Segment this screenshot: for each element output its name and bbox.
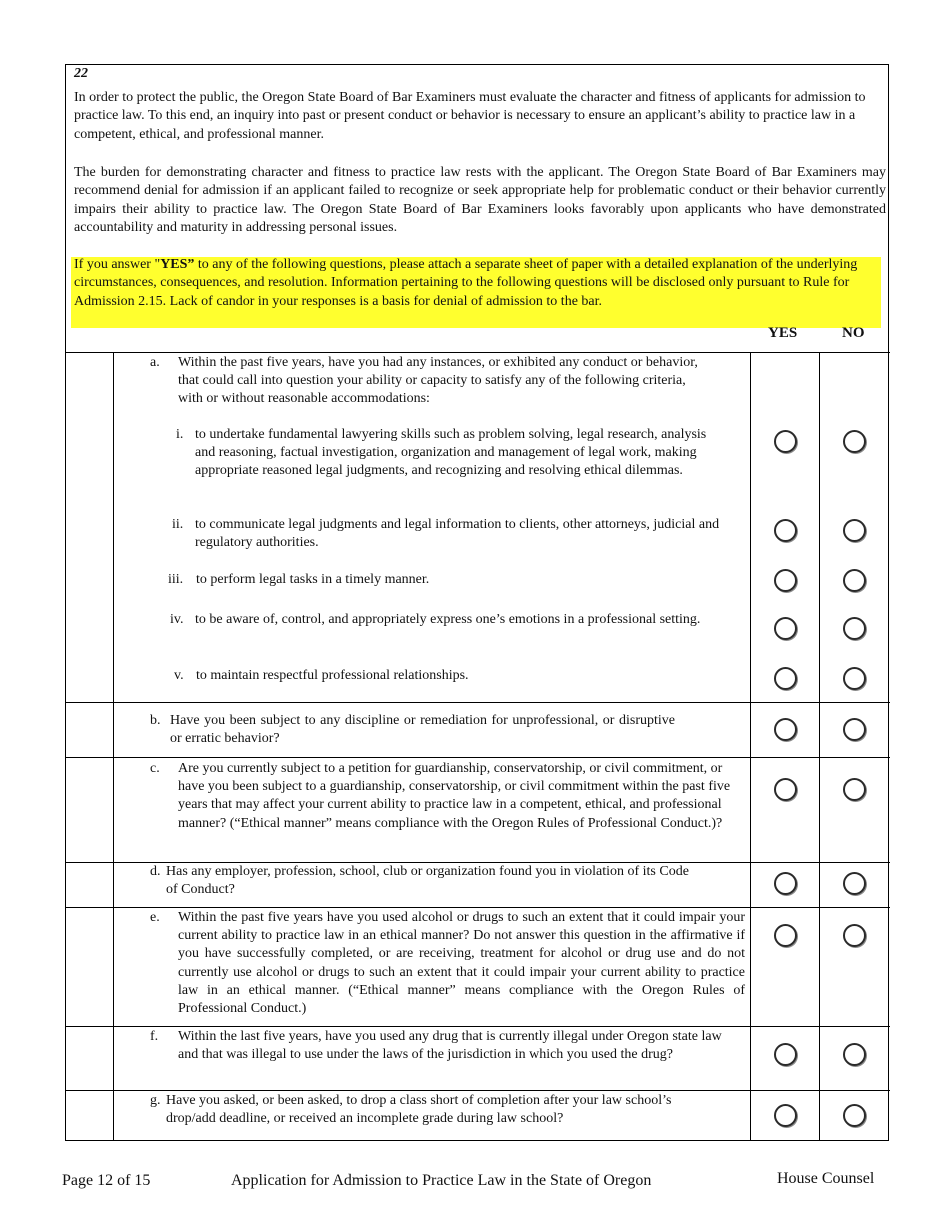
- question-g-label: g.: [150, 1093, 161, 1108]
- notice-after: to any of the following questions, please attach a separate sheet of paper with a detailed explanation of the underlying circumstances, consequences, and resolution. Information pertaining to the following questions will be disclosed only pursuant to Rule for Admission 2.15. Lack of candor in your responses is a basis for denial of admission to the bar.: [74, 257, 858, 309]
- question-e-text: Within the past five years have you used alcohol or drugs to such an extent that it could impair your current ability to practice law in an ethical manner? Do not answer this question in the affirmative if you have successfully completed, or are receiving, treatment for alcohol or drug use and do not currently use alcohol or drugs to such an extent that it could impair your current ability to practice law in an ethical manner. (“Ethical manner” means compliance with the Oregon Rules of Professional Conduct.): [178, 910, 745, 1017]
- question-d-text: Has any employer, profession, school, club or organization found you in violation of its Code of Conduct?: [166, 864, 689, 898]
- question-g: [150, 1092, 695, 1128]
- no-radio-e[interactable]: [843, 924, 866, 947]
- no-radio-a-i[interactable]: [843, 430, 866, 453]
- criteria-item-text: to undertake fundamental lawyering skills such as problem solving, legal research, analysis and reasoning, factual investigation, organization and management of legal work, making appropriate reasoned legal judgments, and recognizing and resolving ethical dilemmas.: [195, 427, 707, 479]
- footer-category: House Counsel: [777, 1170, 875, 1187]
- notice-paragraph: [74, 256, 874, 311]
- question-c-label: c.: [150, 761, 160, 776]
- question-c: [150, 760, 740, 833]
- no-radio-a-iv[interactable]: [843, 617, 866, 640]
- row-divider: [65, 757, 890, 758]
- question-c-text: Are you currently subject to a petition for guardianship, conservatorship, or civil commitment, or have you been subject to a guardianship, conservatorship, or civil commitment within the past five years that may affect your current ability to practice law in a competent, ethical, and professional manner? (“Ethical manner” means compliance with the Oregon Rules of Professional Conduct.)?: [178, 761, 731, 831]
- no-radio-c[interactable]: [843, 778, 866, 801]
- notice-before: If you answer ": [74, 257, 161, 272]
- criteria-item-text: to be aware of, control, and appropriately express one’s emotions in a professional setting.: [195, 612, 701, 627]
- yes-radio-a-iii[interactable]: [774, 569, 797, 592]
- question-f: [150, 1028, 735, 1064]
- criteria-item-label: iii.: [168, 572, 184, 587]
- criteria-item-text: to maintain respectful professional relationships.: [196, 668, 469, 683]
- criteria-item-ii: [172, 516, 721, 552]
- question-d: [150, 863, 690, 899]
- question-a-text: Within the past five years, have you had any instances, or exhibited any conduct or behavior, that could call into question your ability or capacity to satisfy any of the following criteria, with or without reasonable accommodations:: [178, 355, 698, 407]
- yes-column-header: YES: [768, 325, 798, 341]
- criteria-item-label: i.: [176, 427, 184, 442]
- row-divider: [65, 1026, 890, 1027]
- question-g-text: Have you asked, or been asked, to drop a class short of completion after your law school’s drop/add deadline, or received an incomplete grade during law school?: [166, 1093, 672, 1127]
- no-radio-d[interactable]: [843, 872, 866, 895]
- no-radio-a-ii[interactable]: [843, 519, 866, 542]
- column-divider: [819, 352, 820, 1141]
- criteria-item-text: to communicate legal judgments and legal information to clients, other attorneys, judicial and regulatory authorities.: [195, 517, 720, 551]
- question-f-text: Within the last five years, have you used any drug that is currently illegal under Oregon state law and that was illegal to use under the laws of the jurisdiction in which you used the drug?: [178, 1029, 722, 1063]
- yes-radio-b[interactable]: [774, 718, 797, 741]
- question-e: [150, 909, 745, 1018]
- criteria-item-label: iv.: [170, 612, 184, 627]
- question-b-label: b.: [150, 713, 161, 728]
- yes-radio-f[interactable]: [774, 1043, 797, 1066]
- criteria-item-text: to perform legal tasks in a timely manner.: [196, 572, 430, 587]
- yes-radio-e[interactable]: [774, 924, 797, 947]
- question-f-label: f.: [150, 1029, 159, 1044]
- yes-radio-a-v[interactable]: [774, 667, 797, 690]
- criteria-item-label: v.: [174, 668, 184, 683]
- question-b: [150, 712, 675, 748]
- yes-radio-d[interactable]: [774, 872, 797, 895]
- question-d-label: d.: [150, 864, 161, 879]
- yes-radio-c[interactable]: [774, 778, 797, 801]
- footer-title: Application for Admission to Practice Law in the State of Oregon: [231, 1172, 652, 1189]
- column-divider: [113, 352, 114, 1141]
- question-e-label: e.: [150, 910, 160, 925]
- question-b-text: Have you been subject to any discipline or remediation for unprofessional, or disruptive or erratic behavior?: [170, 713, 675, 747]
- no-radio-g[interactable]: [843, 1104, 866, 1127]
- notice-yes: YES”: [160, 257, 195, 272]
- no-radio-f[interactable]: [843, 1043, 866, 1066]
- row-divider: [65, 907, 890, 908]
- criteria-item-v: [174, 667, 721, 685]
- intro-paragraph-2: The burden for demonstrating character and fitness to practice law rests with the applicant. The Oregon State Board of Bar Examiners may recommend denial for admission if an applicant failed to recognize or seek appropriate help for problematic conduct or their behavior currently impairs their ability to practice law. The Oregon State Board of Bar Examiners looks favorably upon applicants who have demonstrated accountability and maturity in addressing personal issues.: [74, 165, 886, 236]
- yes-radio-a-ii[interactable]: [774, 519, 797, 542]
- intro-paragraph-1: In order to protect the public, the Oregon State Board of Bar Examiners must evaluate the character and fitness of applicants for admission to practice law. To this end, an inquiry into past or present conduct or behavior is necessary to ensure an applicant’s ability to practice law in a competent, ethical, and professional manner.: [74, 90, 866, 142]
- yes-radio-a-iv[interactable]: [774, 617, 797, 640]
- yes-radio-a-i[interactable]: [774, 430, 797, 453]
- yes-radio-g[interactable]: [774, 1104, 797, 1127]
- criteria-item-label: ii.: [172, 517, 184, 532]
- question-a-label: a.: [150, 355, 160, 370]
- no-column-header: NO: [842, 325, 865, 341]
- criteria-item-iii: [168, 571, 721, 589]
- no-radio-a-v[interactable]: [843, 667, 866, 690]
- no-radio-b[interactable]: [843, 718, 866, 741]
- footer-page-number: Page 12 of 15: [62, 1172, 151, 1189]
- question-a: [150, 354, 710, 409]
- criteria-item-iv: [170, 611, 721, 629]
- criteria-item-i: [176, 426, 721, 481]
- no-radio-a-iii[interactable]: [843, 569, 866, 592]
- section-number: 22: [74, 66, 88, 81]
- row-divider: [65, 702, 890, 703]
- row-divider: [65, 1090, 890, 1091]
- row-divider: [65, 352, 890, 353]
- column-divider: [750, 352, 751, 1141]
